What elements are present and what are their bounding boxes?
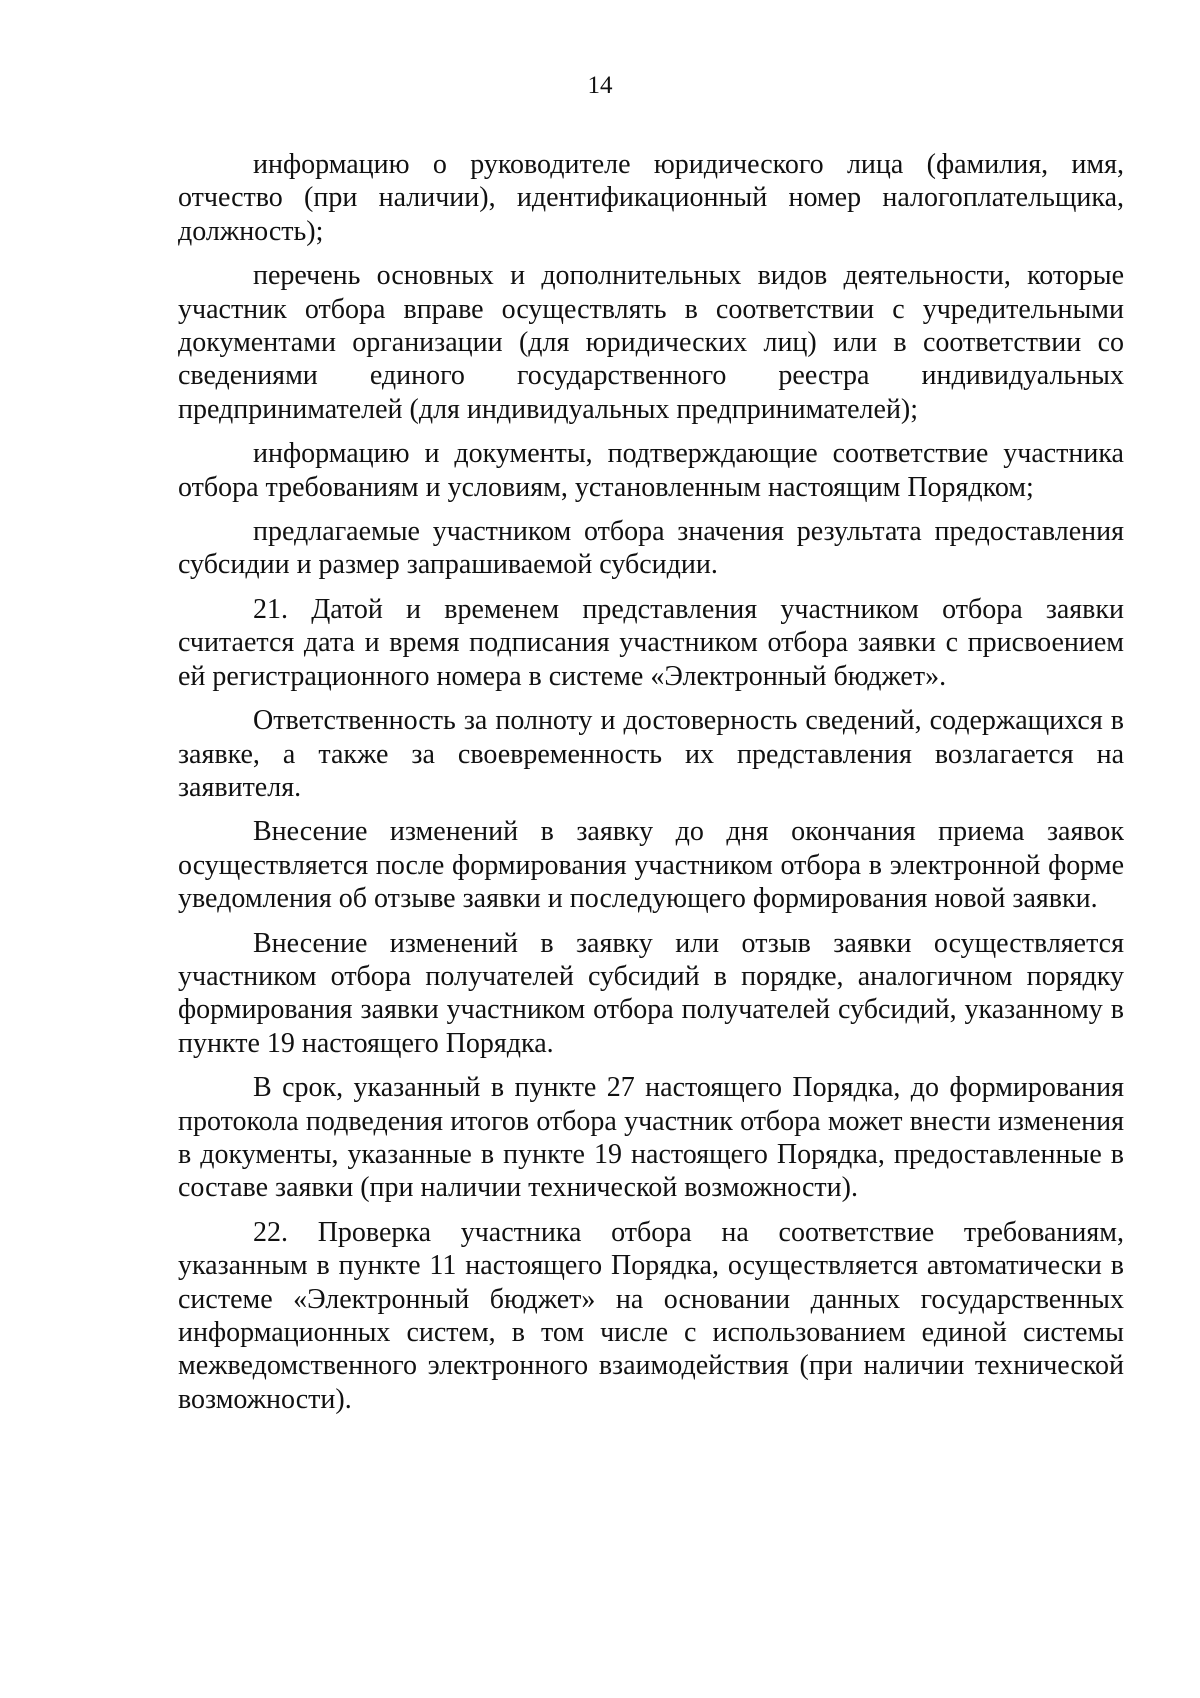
page-number: 14 [587,72,613,99]
paragraph-changes-before-deadline: Внесение изменений в заявку до дня окончания приема заявок осуществляется после формирования участником отбора в электронной форме уведомления об отзыве заявки и последующего формирования новой заявки. [178,816,1124,915]
paragraph-proposed-values: предлагаемые участником отбора значения результата предоставления субсидии и размер запрашиваемой субсидии. [178,516,1124,581]
paragraph-head-info: информацию о руководителе юридического лица (фамилия, имя, отчество (при наличии), идентификационный номер налогоплательщика, должность); [178,149,1124,247]
paragraph-21-submission-date: 21. Датой и временем представления участником отбора заявки считается дата и время подписания участником отбора заявки с присвоением ей регистрационного номера в системе «Электронный бюджет». [178,593,1124,692]
paragraph-changes-or-withdrawal: Внесение изменений в заявку или отзыв заявки осуществляется участником отбора получателей субсидий в порядке, аналогичном порядку формирования заявки участником отбора получателей субсидий, указанному в пункте 19 настоящего Порядка. [178,927,1124,1059]
paragraph-activity-types: перечень основных и дополнительных видов деятельности, которые участник отбора вправе осуществлять в соответствии с учредительными документами организации (для юридических лиц) или в соответствии со сведениями единого государственного реестра индивидуальных предпринимателей (для индивидуальных предпринимателей); [178,260,1124,425]
paragraph-changes-before-protocol: В срок, указанный в пункте 27 настоящего Порядка, до формирования протокола подведения итогов отбора участник отбора может внести изменения в документы, указанные в пункте 19 настоящего Порядка, предоставленные в составе заявки (при наличии технической возможности). [178,1072,1124,1204]
paragraph-responsibility: Ответственность за полноту и достоверность сведений, содержащихся в заявке, а также за своевременность их представления возлагается на заявителя. [178,705,1124,803]
paragraph-compliance-docs: информацию и документы, подтверждающие соответствие участника отбора требованиям и условиям, установленным настоящим Порядком; [178,438,1124,503]
paragraph-22-verification: 22. Проверка участника отбора на соответствие требованиям, указанным в пункте 11 настоящего Порядка, осуществляется автоматически в системе «Электронный бюджет» на основании данных государственных информационных систем, в том числе с использованием единой системы межведомственного электронного взаимодействия (при наличии технической возможности). [178,1216,1124,1415]
document-body [178,148,1124,1427]
